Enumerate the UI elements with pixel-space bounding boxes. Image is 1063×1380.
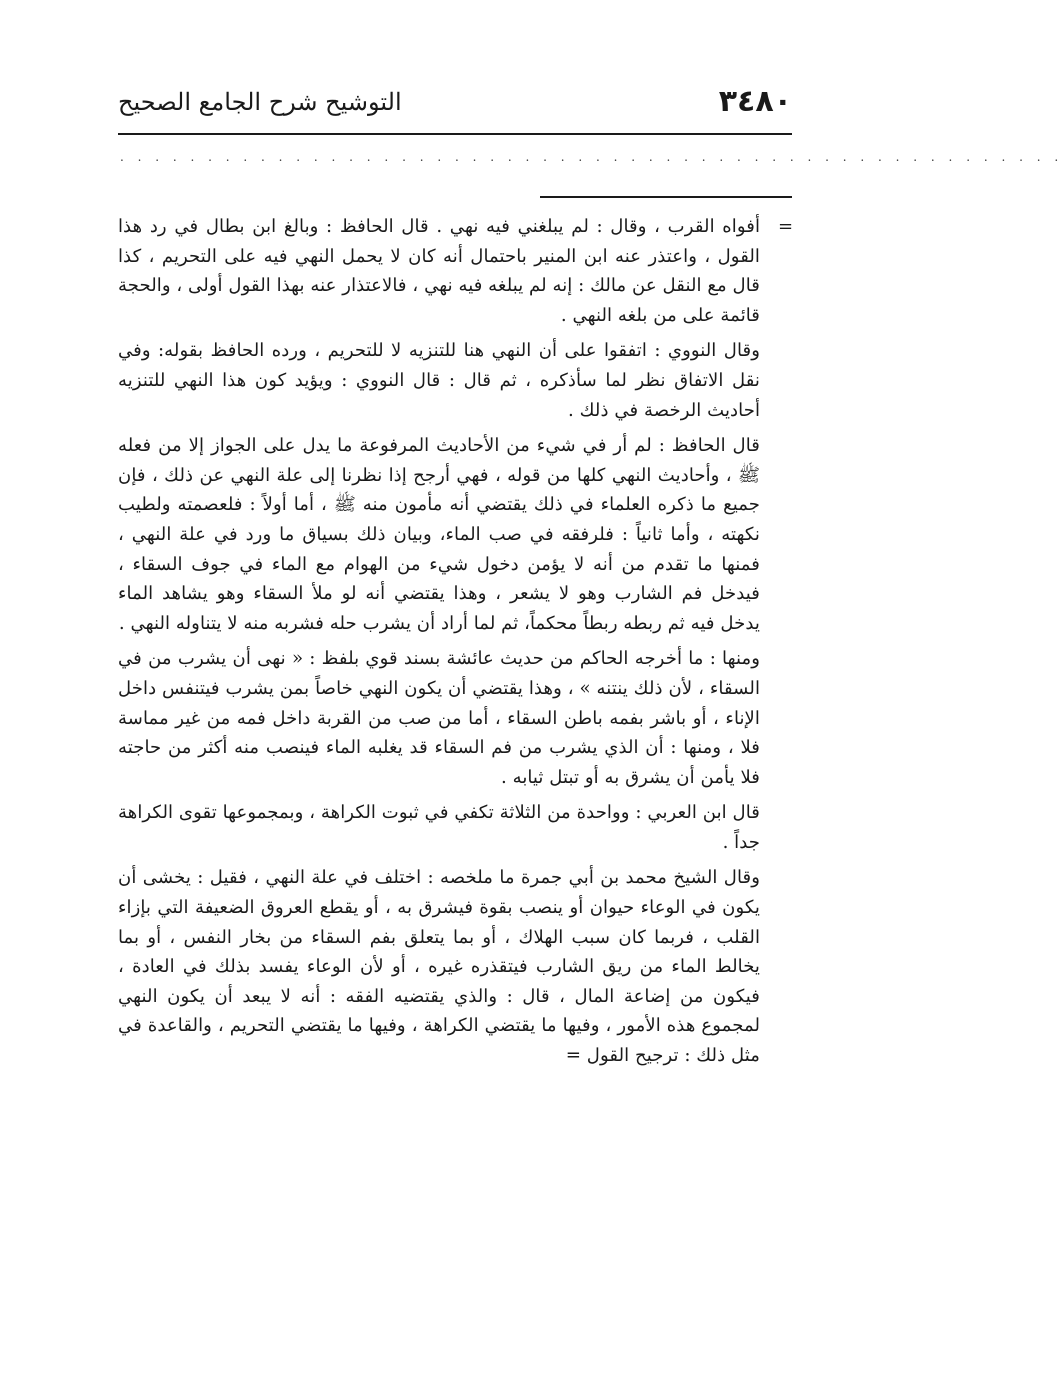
paragraph-1: أفواه القرب ، وقال : لم يبلغني فيه نهي . قال الحافظ : وبالغ ابن بطال في رد هذا القول ، واعتذر عنه ابن المنير باحتمال أنه كان لا يحمل النهي فيه على التحريم ، كذا قال مع النقل عن مالك : إنه لم يبلغه فيه نهي ، فالاعتذار عنه بهذا القول أولى ، والحجة قائمة على من بلغه النهي . xyxy=(118,216,760,326)
running-title: التوشيح شرح الجامع الصحيح xyxy=(118,88,402,116)
page-number: ٣٤٨٠ xyxy=(718,84,792,119)
paragraph-5: قال ابن العربي : وواحدة من الثلاثة تكفي في ثبوت الكراهة ، وبمجموعها تقوى الكراهة جداً . xyxy=(118,802,760,853)
continuation-mark: = xyxy=(778,216,794,237)
footnote-body xyxy=(118,212,760,1077)
paragraph-3: قال الحافظ : لم أر في شيء من الأحاديث المرفوعة ما يدل على الجواز إلا من فعله ﷺ ، وأحاديث النهي كلها من قوله ، فهي أرجح إذا نظرنا إلى علة النهي عن ذلك ، فإن جميع ما ذكره العلماء في ذلك يقتضي أنه مأمون منه ﷺ ، أما أولاً : فلعصمته ولطيب نكهته ، وأما ثانياً : فلرفقه في صب الماء، وبيان ذلك بسياق ما ورد في علة النهي ، فمنها ما تقدم من أنه لا يؤمن دخول شيء من الهوام مع الماء في جوف السقاء ، فيدخل فم الشارب وهو لا يشعر ، وهذا يقتضي أنه لو ملأ السقاء وهو يشاهد الماء يدخل فيه ثم ربطه ربطاً محكماً، ثم لما أراد أن يشرب حله فشربه منه لا يتناوله النهي . xyxy=(118,435,760,634)
footnote-rule xyxy=(540,196,792,198)
paragraph-2: وقال النووي : اتفقوا على أن النهي هنا للتنزيه لا للتحريم ، ورده الحافظ بقوله: وفي نقل الاتفاق نظر لما سأذكره ، ثم قال : قال النووي : ويؤيد كون هذا النهي للتنزيه أحاديث الرخصة في ذلك . xyxy=(118,340,760,421)
page-header xyxy=(118,84,792,134)
dotted-separator: . . . . . . . . . . . . . . . . . . . . . . . . . . . . . . . . . . . . . . . . . . . . . . . . . . . . . . xyxy=(120,150,1063,164)
paragraph-6: وقال الشيخ محمد بن أبي جمرة ما ملخصه : اختلف في علة النهي ، فقيل : يخشى أن يكون في الوعاء حيوان أو ينصب بقوة فيشرق به ، أو يقطع العروق الضعيفة التي بإزاء القلب ، فربما كان سبب الهلاك ، أو بما يتعلق بفم السقاء من بخار النفس ، أو بما يخالط الماء من ريق الشارب فيتقذره غيره ، أو لأن الوعاء يفسد بذلك في العادة ، فيكون من إضاعة المال ، قال : والذي يقتضيه الفقه : أنه لا يبعد أن يكون النهي لمجموع هذه الأمور ، وفيها ما يقتضي الكراهة ، وفيها ما يقتضي التحريم ، والقاعدة في مثل ذلك : ترجيح القول = xyxy=(118,867,760,1067)
paragraph-4: ومنها : ما أخرجه الحاكم من حديث عائشة بسند قوي بلفظ : « نهى أن يشرب من في السقاء ، لأن ذلك ينتنه » ، وهذا يقتضي أن يكون النهي خاصاً بمن يشرب فيتنفس داخل الإناء ، أو باشر بفمه باطن السقاء ، أما من صب من القربة داخل فمه من غير مماسة فلا ، ومنها : أن الذي يشرب من فم السقاء قد يغلبه الماء فينصب منه أكثر من حاجته فلا يأمن أن يشرق به أو تبتل ثيابه . xyxy=(118,648,760,788)
header-rule xyxy=(118,133,792,135)
